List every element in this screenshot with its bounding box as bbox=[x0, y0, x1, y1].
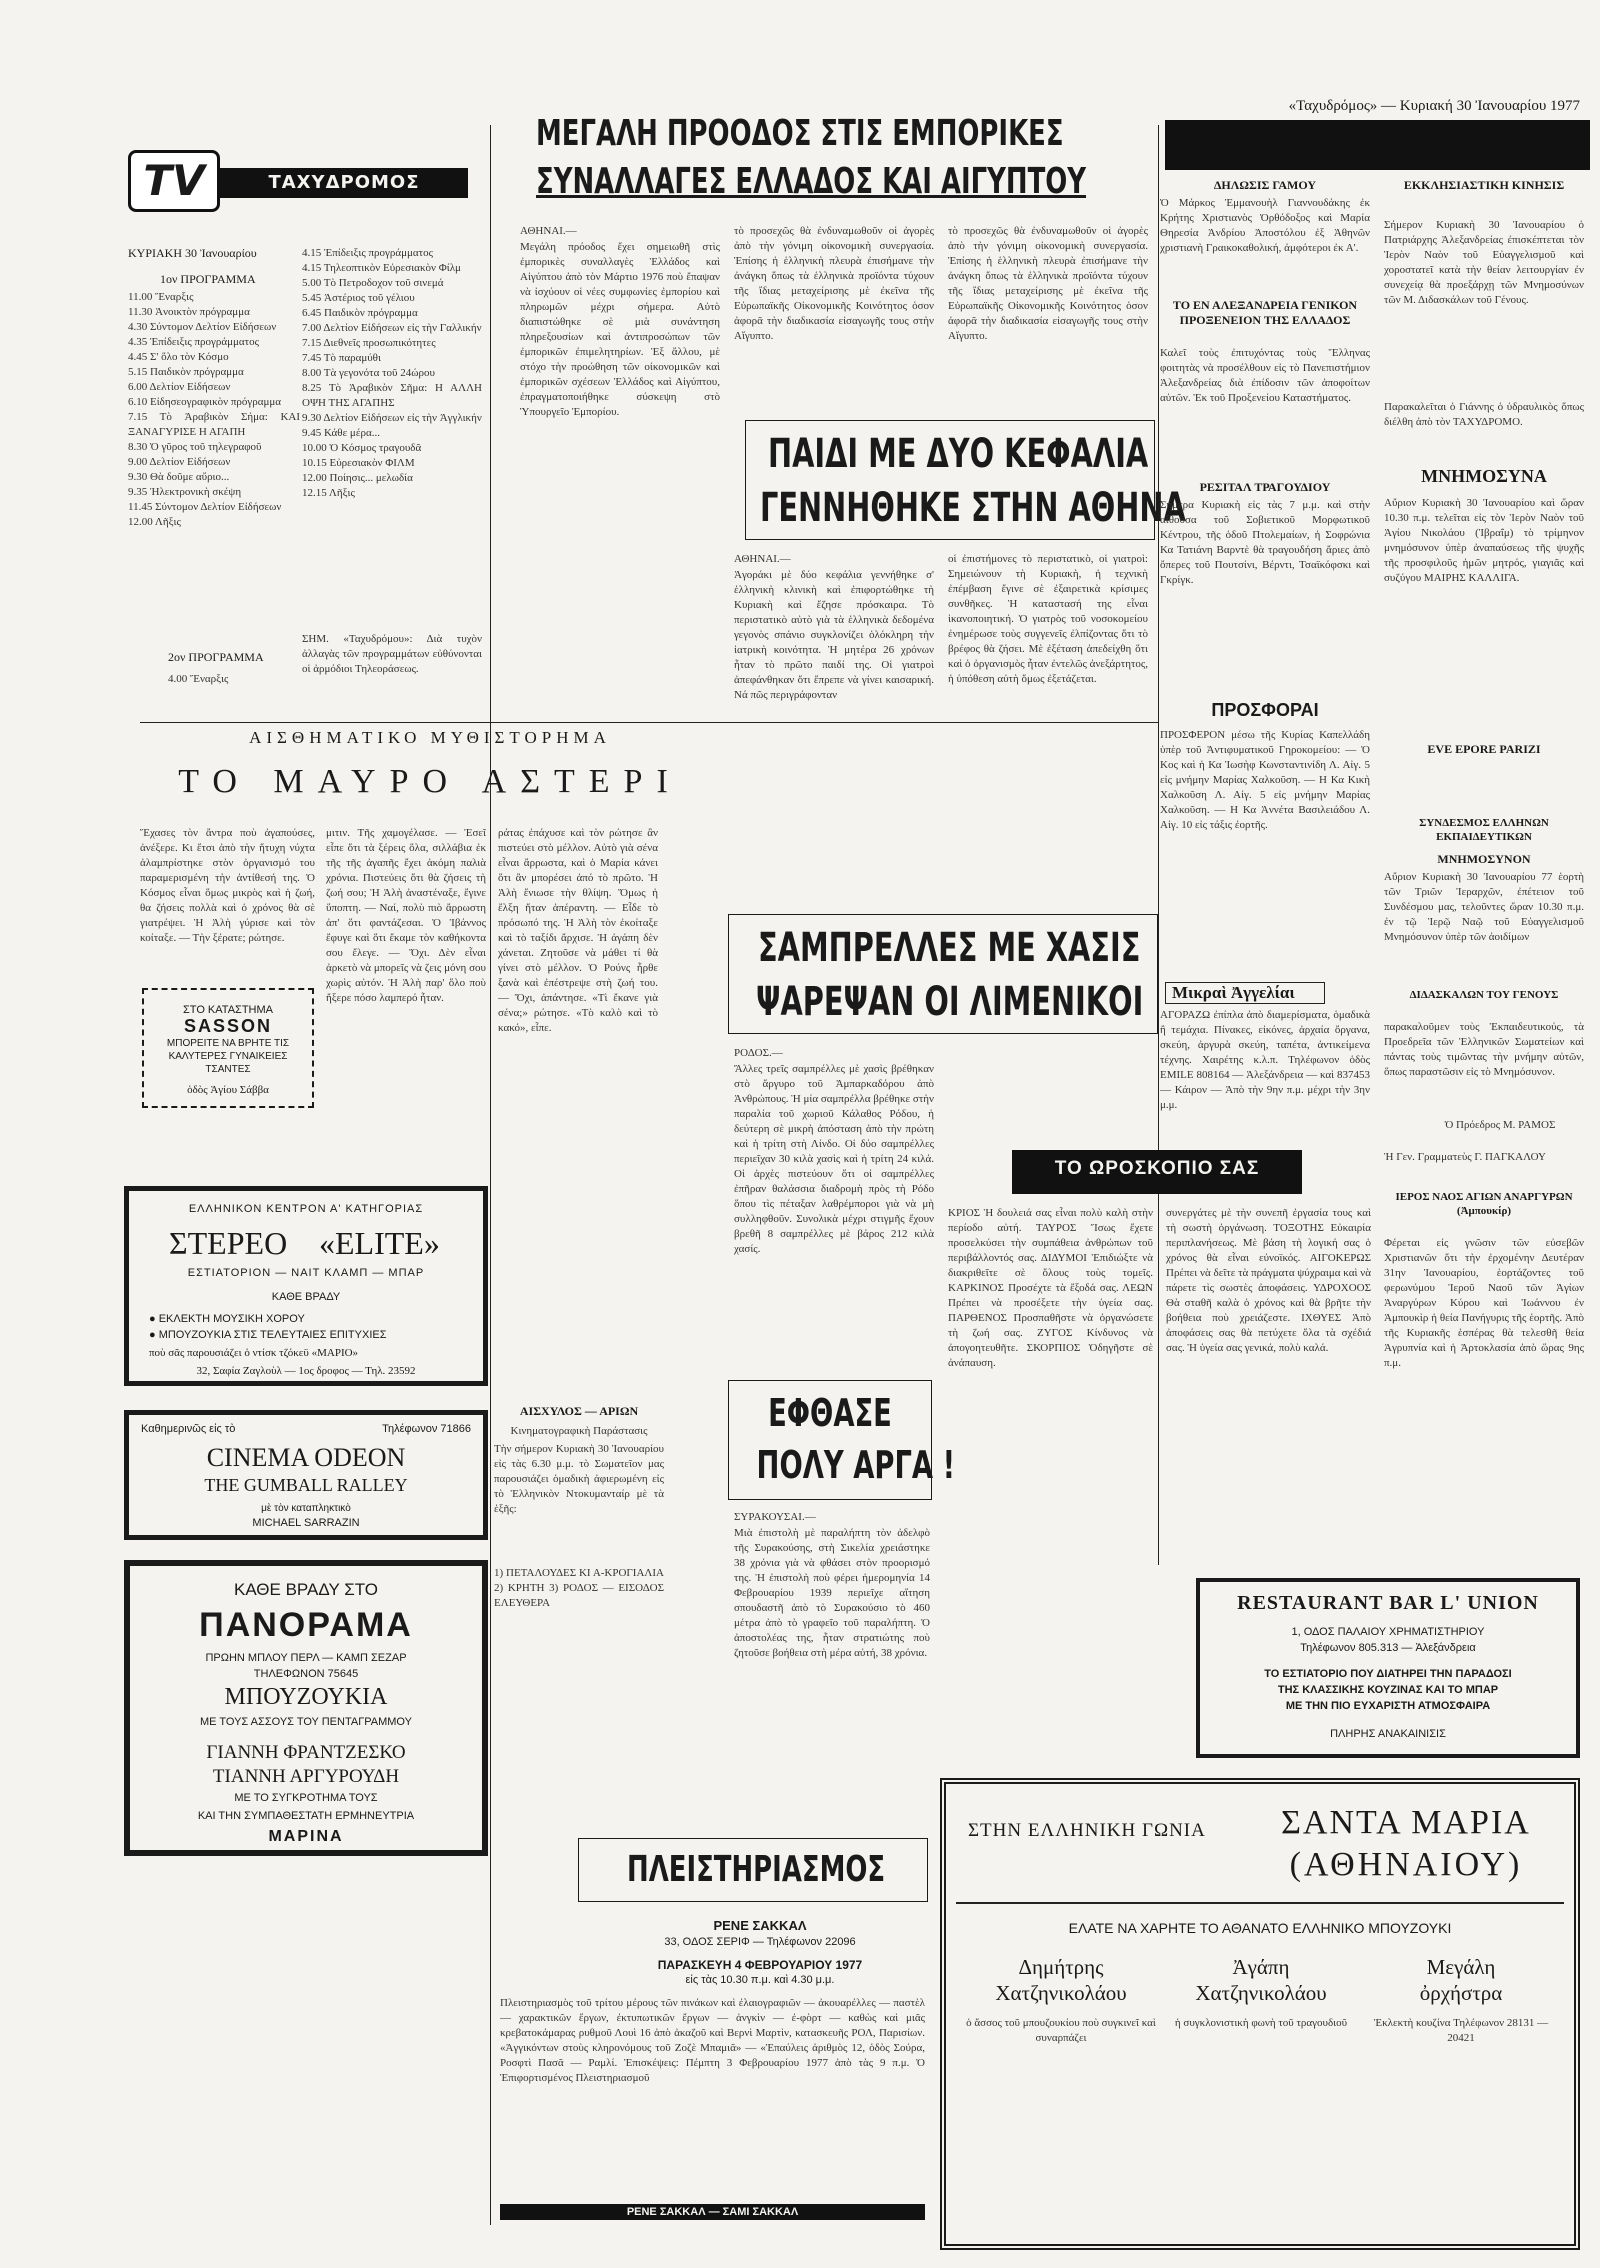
tv-item: 11.00 Ἔναρξις bbox=[128, 291, 194, 303]
elite-subtitle: ΕΣΤΙΑΤΟΡΙΟΝ — ΝΑΙΤ ΚΛΑΜΠ — ΜΠΑΡ bbox=[187, 1267, 425, 1279]
auction-address: 33, ΟΔΟΣ ΣΕΡΙΦ — Τηλέφωνον 22096 bbox=[664, 1936, 856, 1948]
panorama-artist: ΓΙΑΝΝΗ ΦΡΑΝΤΖΕΣΚΟ bbox=[206, 1742, 406, 1763]
sasson-line: ΣΤΟ ΚΑΤΑΣΤΗΜΑ bbox=[183, 1004, 273, 1016]
panorama-music: ΜΠΟΥΖΟΥΚΙΑ bbox=[224, 1684, 388, 1710]
panorama-phone: ΤΗΛΕΦΩΝΟΝ 75645 bbox=[253, 1668, 359, 1680]
tv-item: 4.30 Σύντομον Δελτίον Εἰδήσεων bbox=[128, 321, 277, 333]
auction-date: ΠΑΡΑΣΚΕΥΗ 4 ΦΕΒΡΟΥΑΡΙΟΥ 1977 bbox=[657, 1958, 863, 1972]
tv-item: 5.45 Ἀστέριος τοῦ γέλιου bbox=[302, 292, 415, 304]
mnemosynon-heading: ΜΝΗΜΟΣΥΝΟΝ bbox=[1437, 852, 1531, 866]
auction-time: εἰς τὰς 10.30 π.μ. καὶ 4.30 μ.μ. bbox=[685, 1974, 835, 1986]
secretary-signature: Ἡ Γεν. Γραμματεὺς Γ. ΠΑΓΚΑΛΟΥ bbox=[1384, 1151, 1546, 1163]
tv-program-2-heading: 2ον ΠΡΟΓΡΑΜΜΑ bbox=[168, 650, 264, 664]
santa-maria-ad bbox=[940, 1778, 1580, 2250]
panorama-ad bbox=[124, 1560, 488, 1856]
tv-item: 9.35 Ἠλεκτρονικὴ σκέψη bbox=[128, 486, 242, 498]
odeon-phone: Τηλέφωνον 71866 bbox=[382, 1423, 471, 1435]
panorama-with: ΜΕ ΤΟΥΣ ΑΣΣΟΥΣ ΤΟΥ ΠΕΝΤΑΓΡΑΜΜΟΥ bbox=[200, 1716, 412, 1728]
president-signature: Ὁ Πρόεδρος Μ. ΡΑΜΟΣ bbox=[1444, 1119, 1556, 1131]
late-headline: ΠΟΛΥ ΑΡΓΑ ! bbox=[756, 1443, 956, 1487]
santa-maria-invite: ΕΛΑΤΕ ΝΑ ΧΑΡΗΤΕ ΤΟ ΑΘΑΝΑΤΟ ΕΛΛΗΝΙΚΟ ΜΠΟΥΖΟΥΚΙ bbox=[1068, 1920, 1452, 1936]
late-headline: ΕΦΘΑΣΕ bbox=[768, 1391, 892, 1435]
church-text: Σήμερον Κυριακὴ 30 Ἰανουαρίου ὁ Πατριάρχης Ἀλεξανδρείας ἐπισκέπτεται τὸν Ἱερὸν Ναὸν τοῦ Εὐαγγελισμοῦ καὶ χοροστατεῖ κατὰ τὴν θείαν λειτουργίαν ἐν συνεχείᾳ θὰ προεξάρχῃ τῶν Μνημοσύνων τῶν Μ. Διδασκάλων τοῦ Γένους. bbox=[1384, 219, 1584, 306]
santa-maria-note: Ἐκλεκτὴ κουζίνα Τηλέφωνον 28131 — 20421 bbox=[1373, 2017, 1549, 2044]
rhodes-headline: ΣΑΜΠΡΕΛΛΕΣ ΜΕ ΧΑΣΙΣ bbox=[758, 925, 1141, 971]
recital-heading: ΡΕΣΙΤΑΛ ΤΡΑΓΟΥΔΙΟΥ bbox=[1199, 480, 1331, 494]
elite-ad bbox=[124, 1186, 488, 1386]
tv-item: 4.15 Τηλεοπτικὸν Εὐρεσιακὸν Φίλμ bbox=[302, 262, 461, 274]
egypt-body: τὸ προσεχῶς θὰ ἐνδυναμωθοῦν οἱ ἀγορὲς ἀπὸ τὴν γόνιμη οἰκονομικὴ συνεργασία. Ἐπίσης ἡ ἑλληνικὴ πλευρὰ ἐπισήμανε τὴν ἀνάγκη ὅπως τὰ ἑλληνικὰ προϊόντα τύχουν τῆς ἴδιας μεταχείρισης μὲ ἐκεῖνα τῆς Εὐρωπαϊκῆς Οἰκονομικῆς Κοινότητος ὁσον ἀφορᾶ τὴν διαδικασία εἰσαγωγῆς τους στὴν Αἴγυπτο. bbox=[948, 225, 1148, 342]
santa-maria-subtitle: (ΑΘΗΝΑΙΟΥ) bbox=[1289, 1846, 1523, 1883]
weddings-text: Ὁ Μάρκος Ἐμμανουὴλ Γιαννουδάκης ἐκ Κρήτης Χριστιανὸς Ὀρθόδοξος καὶ Μαρία Θηρεσία Ἀνδρίου Ἀποστόλου ἐξ Ἀθηνῶν χριστιανὴ Γραικοκαθολική, ἀμφότεροι ἐκ Α'. bbox=[1160, 197, 1370, 254]
tv-item: 9.00 Δελτίον Εἰδήσεων bbox=[128, 456, 231, 468]
elite-bullet: ● ΜΠΟΥΖΟΥΚΙΑ ΣΤΙΣ ΤΕΛΕΥΤΑΙΕΣ ΕΠΙΤΥΧΙΕΣ bbox=[149, 1329, 387, 1341]
panorama-artist: ΤΙΑΝΝΗ ΑΡΓΥΡΟΥΔΗ bbox=[212, 1766, 400, 1787]
baby-body: οἱ ἐπιστήμονες τὸ περιστατικὸ, οἱ γιατροὶ: Σημειώνουν τὴ Κυριακὴ, ἡ τεχνικὴ ἐπέμβαση ἔγινε σὲ ἐξαιρετικὰ κρίσιμες συνθῆκες. Ἡ καταστασή της εἶναι ἱκανοποιητική. Ὁ γιατρὸς τοῦ νοσοκομείου ἐνημέρωσε τοὺς συγγενεῖς ἐλπίζοντας ὅτι τὸ βρέφος θὰ ζήσει. Μὲ ἐξέταση ἀπεδείχθη ὅτι καὶ ὁ ὀργανισμὸς ἦταν ἐντελῶς ἀνεξάρτητος, ἡ ὑπόθεση αὐτὴ ὅμως ἐξετάζεται. bbox=[948, 553, 1148, 685]
santa-maria-name: ΣΑΝΤΑ ΜΑΡΙΑ bbox=[1281, 1804, 1531, 1841]
rhodes-dateline: ΡΟΔΟΣ.— bbox=[734, 1047, 783, 1059]
tv-item: 6.45 Παιδικὸν πρόγραμμα bbox=[302, 307, 418, 319]
syndesmos-heading: ΣΥΝΔΕΣΜΟΣ ΕΛΛΗΝΩΝ ΕΚΠΑΙΔΕΥΤΙΚΩΝ bbox=[1419, 817, 1549, 843]
santa-maria-band: Μεγάλη ὀρχήστρα bbox=[1419, 1955, 1503, 2005]
right-header-bar bbox=[1165, 120, 1590, 170]
santa-maria-artist: Ἀγάπη Χατζηνικολάου bbox=[1195, 1955, 1327, 2005]
offers-heading: ΠΡΟΣΦΟΡΑΙ bbox=[1211, 700, 1319, 720]
sasson-line: ΜΠΟΡΕΙΤΕ ΝΑ ΒΡΗΤΕ ΤΙΣ ΚΑΛΥΤΕΡΕΣ ΓΥΝΑΙΚΕΙΕΣ ΤΣΑΝΤΕΣ bbox=[166, 1038, 290, 1075]
tv-item: 12.00 Ποίησις... μελωδία bbox=[302, 472, 413, 484]
elite-nightly: ΚΑΘΕ ΒΡΑΔΥ bbox=[271, 1291, 341, 1303]
auction-footer: ΡΕΝΕ ΣΑΚΚΑΛ — ΣΑΜΙ ΣΑΚΚΑΛ bbox=[626, 2206, 799, 2218]
thanks-text: Παρακαλεῖται ὁ Γιάννης ὁ ὑδραυλικὸς ὅπως διέλθη ἀπὸ τὸν ΤΑΧΥΔΡΟΜΟ. bbox=[1384, 401, 1584, 428]
tv-item: 8.30 Ὁ γῦρος τοῦ τηλεγραφοῦ bbox=[128, 441, 262, 453]
santa-maria-note: ἡ συγκλονιστικὴ φωνὴ τοῦ τραγουδιοῦ bbox=[1174, 2017, 1348, 2029]
odeon-cast: MICHAEL SARRAZIN bbox=[252, 1517, 360, 1529]
tv-note: ΣΗΜ. «Ταχυδρόμου»: Διὰ τυχὸν ἀλλαγὰς τῶν προγραμμάτων εὐθύνονται οἱ ἀρμόδιοι Τηλεοράσεως. bbox=[302, 633, 482, 675]
auction-title: ΠΛΕΙΣΤΗΡΙΑΣΜΟΣ bbox=[627, 1849, 886, 1890]
baby-headline: ΓΕΝΝΗΘΗΚΕ ΣΤΗΝ ΑΘΗΝΑ bbox=[760, 485, 1186, 531]
novel-column: ράτας ἐπάχυσε καὶ τὸν ρώτησε ἂν πιστεύει στὸ μέλλον. Αὐτὸ γιὰ σένα εἶναι ἄρρωστα, καὶ ὁ Μαρία κάνει ὅτι ἂν μπορέσει ἀπό τὸ πρῶτο. Ἡ Ἀλὴ ἔνιωσε τὴν θλίψη. Ὅμως ἡ ἔλξη ἤταν ἀπέραντη. — Εἶδε τὸ πρόσωπό της. Ἡ Ἀλὴ τὸν ἐκοίταξε καὶ τὸ ταξίδι ἄρχισε. Ἡ ἀγάπη δὲν χάνεται. Ζητοῦσε νὰ μάθει τί θὰ γίνει στὸ μέλλον. Ὁ Ρούνς ἦρθε ξανὰ καὶ ἐπέστρεψε στὴ ζωή του. — Ὄχι, ἀπάντησε. «Τὶ ἔκανε γιὰ σένα;» ρώτησε. «Τὸ καλὸ καὶ τὸ κακό», εἶπε. bbox=[498, 827, 658, 1034]
auction-house: ΡΕΝΕ ΣΑΚΚΑΛ bbox=[713, 1918, 807, 1933]
elite-top: ΕΛΛΗΝΙΚΟΝ ΚΕΝΤΡΟΝ Α' ΚΑΤΗΓΟΡΙΑΣ bbox=[188, 1203, 424, 1215]
santa-maria-rule bbox=[956, 1902, 1564, 1904]
tv-item: 9.30 Δελτίον Εἰδήσεων εἰς τὴν Ἀγγλικήν bbox=[302, 412, 482, 424]
elite-presenter: ποὺ σᾶς παρουσιάζει ὁ ντίσκ τζόκεϋ «ΜΑΡΙΟ» bbox=[149, 1347, 359, 1359]
union-renovated: ΠΛΗΡΗΣ ΑΝΑΚΑΙΝΙΣΙΣ bbox=[1330, 1728, 1446, 1740]
tv-date: ΚΥΡΙΑΚΗ 30 Ἰανουαρίου bbox=[128, 246, 257, 260]
tv-item: 4.45 Σ' ὅλο τὸν Κόσμο bbox=[128, 351, 229, 363]
novel-column: Ἔχασες τὸν ἄντρα ποὺ ἀγαπούσες, ἀνέξερε. Κι ἔτσι ἀπὸ τὴν ἥτυχη νύχτα ἀλαμπρίστηκε στὸν ὀργανισμό του παραμερισμένη τὴν ἀντίθεσή της. Ὁ Κόσμος εἶναι ὅμως μικρὸς καὶ ἡ ζωή, θα ζήσεις πολλὰ καὶ ὁ χρόνος θὰ σὲ γιατρέψει. Ἡ Ἀλὴ γύρισε καὶ τὸν κοίταξε. — Τὴν ξέρατε; ρώτησε. bbox=[140, 827, 315, 944]
union-line: ΜΕ ΤΗΝ ΠΙΟ ΕΥΧΑΡΙΣΤΗ ΑΤΜΟΣΦΑΙΡΑ bbox=[1285, 1700, 1491, 1712]
column-rule bbox=[1158, 125, 1159, 1565]
tv-item: 4.00 Ἔναρξις bbox=[168, 673, 229, 685]
teachers-heading: ΔΙΔΑΣΚΑΛΩΝ ΤΟΥ ΓΕΝΟΥΣ bbox=[1409, 989, 1559, 1001]
sasson-ad bbox=[142, 988, 314, 1108]
teachers-text: παρακαλοῦμεν τοὺς Ἐκπαιδευτικούς, τὰ Προεδρεῖα τῶν Ἑλληνικῶν Σωματείων καὶ πάντας τοὺς τιμῶντας τὴν μνήμην αὐτῶν, ὅπως παραστῶσιν εἰς τὸ Μνημόσυνον. bbox=[1384, 1021, 1584, 1078]
tv-item: 8.00 Τὰ γεγονότα τοῦ 24ώρου bbox=[302, 367, 435, 379]
tv-item: 7.45 Τὸ παραμύθι bbox=[302, 352, 381, 364]
union-name: RESTAURANT BAR L' UNION bbox=[1237, 1592, 1539, 1614]
union-address: 1, ΟΔΟΣ ΠΑΛΑΙΟΥ ΧΡΗΜΑΤΙΣΤΗΡΙΟΥ bbox=[1291, 1626, 1485, 1638]
elite-address: 32, Σαφία Ζαγλοὺλ — 1ος δροφος — Τηλ. 23592 bbox=[196, 1365, 416, 1377]
tv-item: 6.10 Εἰδησεογραφικὸν πρόγραμμα bbox=[128, 396, 282, 408]
elite-name: «ELITE» bbox=[319, 1225, 440, 1261]
horoscope-title: ΤΟ ΩΡΟΣΚΟΠΙΟ ΣΑΣ bbox=[1054, 1158, 1260, 1179]
tv-item: 9.45 Κάθε μέρα... bbox=[302, 427, 380, 439]
rhodes-body: Ἄλλες τρεῖς σαμπρέλλες μὲ χασὶς βρέθηκαν στὸ ἄργυρο τοῦ Ἀμπαρκαδόρου ἀπὸ Ἀνθρώπους. Ἡ μία σαμπρέλλα βρέθηκε στὴν παραλία τοῦ χωριοῦ Κάλαθος Ρόδου, ἡ δεύτερη σὲ μικρὴ ἀπόσταση ἀπὸ τὴν πρώτη καὶ ἡ τρίτη στὴ Λίνδο. Οἱ δύο σαμπρέλλες περιεῖχαν 30 κιλὰ χασὶς καὶ ἡ τρίτη 24 κιλά. Οἱ ἀρχὲς πιστεύουν ὅτι οἱ σαμπρέλλες ἐπῆραν θαλάσσια διαδρομὴ πρὸς τὴ Ρόδο ὅπου τὶς πέταξαν λαθρέμποροι γιὰ νὰ μὴ συλληφθοῦν. Συνολικὰ μέχρι στιγμῆς ἔχουν βρεθῆ 8 σαμπρέλλες μὲ βάρος 212 κιλὰ χασίς. bbox=[734, 1063, 934, 1255]
tv-item: 7.00 Δελτίον Εἰδήσεων εἰς τὴν Γαλλικήν bbox=[302, 322, 482, 334]
tv-logo bbox=[128, 150, 468, 216]
union-line: ΤΟ ΕΣΤΙΑΤΟΡΙΟ ΠΟΥ ΔΙΑΤΗΡΕΙ ΤΗΝ ΠΑΡΑΔΟΣΙ bbox=[1264, 1668, 1512, 1680]
church-heading: ΕΚΚΛΗΣΙΑΣΤΙΚΗ ΚΙΝΗΣΙΣ bbox=[1403, 178, 1565, 192]
elite-bullet: ● ΕΚΛΕΚΤΗ ΜΟΥΣΙΚΗ ΧΟΡΟΥ bbox=[149, 1313, 305, 1325]
tv-item: 9.30 Θὰ δοῦμε αὔριο... bbox=[128, 471, 230, 483]
consulate-text: Καλεῖ τοὺς ἐπιτυχόντας τοὺς Ἕλληνας φοιτητὰς νὰ προσέλθουν εἰς τὸ Πανεπιστήμιον Ἀλεξανδρείας διὰ ἐπίδοσιν τῶν ἀποφοίτων αὐτῶν. Ἐκ τοῦ Προξενείου Καταστήματος. bbox=[1160, 347, 1370, 404]
tv-item: 12.00 Λῆξις bbox=[128, 516, 181, 528]
tv-item: 5.15 Παιδικὸν πρόγραμμα bbox=[128, 366, 244, 378]
panorama-name: ΠΑΝΟΡΑΜΑ bbox=[199, 1606, 413, 1644]
mnemosyne-text: Αὔριον Κυριακὴ 30 Ἰανουαρίου καὶ ὥραν 10.30 π.μ. τελεῖται εἰς τὸν Ἱερὸν Ναὸν τοῦ Ἁγίου Νικολάου (Ἰβραΐμ) τὸ τρίμηνον μνημόσυνον ὑπὲρ ἀναπαύσεως τῆς ψυχῆς τῆς προσφιλοῦς ἡμῶν μητρός, γιαγιᾶς καὶ συζύγου ΜΑΙΡΗΣ ΚΑΛΛΙΓΑ. bbox=[1384, 497, 1584, 584]
egypt-body: τὸ προσεχῶς θὰ ἐνδυναμωθοῦν οἱ ἀγορὲς ἀπὸ τὴν γόνιμη οἰκονομικὴ συνεργασία. Ἐπίσης ἡ ἑλληνικὴ πλευρὰ ἐπισήμανε τὴν ἀνάγκη ὅπως τὰ ἑλληνικὰ προϊόντα τύχουν τῆς ἴδιας μεταχείρισης μὲ ἐκεῖνα τῆς Εὐρωπαϊκῆς Οἰκονομικῆς Κοινότητος ὁσον ἀφορᾶ τὴν διαδικασία εἰσαγωγῆς τους στὴν Αἴγυπτο. bbox=[734, 225, 934, 342]
weddings-heading: ΔΗΛΩΣΙΣ ΓΑΜΟΥ bbox=[1213, 178, 1317, 192]
tv-item: 6.00 Δελτίον Εἰδήσεων bbox=[128, 381, 231, 393]
mnemosyne-heading: ΜΝΗΜΟΣΥΝΑ bbox=[1421, 466, 1547, 486]
egypt-headline: ΣΥΝΑΛΛΑΓΕΣ ΕΛΛΑΔΟΣ ΚΑΙ ΑΙΓΥΠΤΟΥ bbox=[536, 161, 1087, 202]
horoscope-column: συνεργάτες μὲ τὴν συνεπῆ ἐργασία τους καὶ τὴ σωστὴ ὀργάνωση. ΤΟΞΟΤΗΣ Εὐκαιρία περιπλανήσεως. Μὲ βάση τὴ λογική σας ὁ χρόνος θὰ εἶναι εὐνοϊκός. ΑΙΓΟΚΕΡΩΣ Πρέπει νὰ δεῖτε τὰ πράγματα ψύχραιμα καὶ νὰ πάρετε τὶς σωστὲς ἀποφάσεις. ΥΔΡΟΧΟΟΣ Θὰ σταθῆ καλὰ ὁ χρόνος καὶ θὰ βρῆτε τὴν βοήθεια ποὺ χρειάζεστε. ΙΧΘΥΕΣ Ἀπὸ ἀποφάσεις σας θὰ πετύχετε ὅλα τὰ σχέδιά σας. Ἡ ὑγεία σας γενικά, πολὺ καλά. bbox=[1166, 1207, 1371, 1354]
anargyroi-heading: ΙΕΡΟΣ ΝΑΟΣ ΑΓΙΩΝ ΑΝΑΡΓΥΡΩΝ (Ἀμπουκίρ) bbox=[1395, 1191, 1573, 1217]
tv-item: 12.15 Λῆξις bbox=[302, 487, 355, 499]
aeschylus-headline: ΑΙΣΧΥΛΟΣ — ΑΡΙΩΝ bbox=[519, 1404, 639, 1418]
sasson-name: SASSON bbox=[183, 1016, 273, 1036]
recital-text: Σήμερα Κυριακὴ εἰς τὰς 7 μ.μ. καὶ στὴν αἴθουσα τοῦ Σοβιετικοῦ Μορφωτικοῦ Κέντρου, τῆς ὁδοῦ Πτολεμαίων, ἡ Σοφρώνια Κα Τατιάνη Βαρντὲ θὰ τραγουδήση ἄριες ἀπὸ ὄπερες τοῦ Πουτσίνι, Βέρντι, Τσαϊκόφσκι καὶ Γκρίγκ. bbox=[1160, 499, 1370, 586]
late-dateline: ΣΥΡΑΚΟΥΣΑΙ.— bbox=[734, 1511, 816, 1523]
union-ad bbox=[1196, 1578, 1580, 1758]
panorama-address: ΠΡΩΗΝ ΜΠΛΟΥ ΠΕΡΛ — ΚΑΜΠ ΣΕΖΑΡ bbox=[205, 1652, 407, 1664]
baby-headline: ΠΑΙΔΙ ΜΕ ΔΥΟ ΚΕΦΑΛΙΑ bbox=[768, 431, 1149, 477]
column-rule bbox=[490, 125, 491, 2225]
tv-schedule-right bbox=[302, 246, 482, 626]
odeon-daily: Καθημερινῶς εἰς τὸ bbox=[141, 1423, 236, 1435]
santa-maria-corner: ΣΤΗΝ ΕΛΛΗΝΙΚΗ ΓΩΝΙΑ bbox=[968, 1820, 1206, 1841]
egypt-dateline: ΑΘΗΝΑΙ.— bbox=[520, 225, 577, 237]
masthead: «Ταχυδρόμος» — Κυριακή 30 Ἰανουαρίου 1977 bbox=[1288, 98, 1580, 114]
panorama-singer: ΜΑΡΙΝΑ bbox=[268, 1828, 344, 1845]
union-phone: Τηλέφωνον 805.313 — Ἀλεξάνδρεια bbox=[1300, 1642, 1476, 1654]
tv-item: 4.15 Ἐπίδειξις προγράμματος bbox=[302, 247, 433, 259]
baby-dateline: ΑΘΗΝΑΙ.— bbox=[734, 553, 791, 565]
auction-body: Πλειστηριασμὸς τοῦ τρίτου μέρους τῶν πινάκων καὶ ἐλαιογραφιῶν — ἀκουαρέλλες — παστὲλ — χαρακτικῶν ἔργων, ἐκτυπωτικῶν ἔργων — ἀνγκὶν — ἐ-φὸρτ — καθὼς καὶ μιᾶς κρεβατοκάμαρας ρυθμοῦ Λουὶ 16 ἀπὸ ἀκαζοῦ καὶ Βερνὶ Μαρτὶν, κατασκευῆς ΡΟΛ, Παρισίων. «Ἀγγικόντων στοὺς κληρονόμους τοῦ Ζοζὲ Μπαμιᾶ» — «Ἐπαύλεις ἀριθμὸς 12, ὁδὸς Σούρα, Ροσφτὶ Πασᾶ — Ραμλί. Ἐπισκέψεις: Πέμπτη 3 Φεβρουαρίου 1977 ἀπὸ τὰς 9 π.μ. Ὁ Ἐπιφορτισμένος Πλειστηριασμοῦ bbox=[500, 1997, 925, 2084]
novel-kicker: ΑΙΣΘΗΜΑΤΙΚΟ ΜΥΘΙΣΤΟΡΗΜΑ bbox=[249, 728, 611, 747]
eve-heading: EVE EPORE PARIZI bbox=[1427, 742, 1541, 756]
tv-item: 11.45 Σύντομον Δελτίον Εἰδήσεων bbox=[128, 501, 282, 513]
mnemosynon-text: Αὔριον Κυριακὴ 30 Ἰανουαρίου 77 ἑορτὴ τῶν Τριῶν Ἱεραρχῶν, ἐπέτειον τοῦ Συνδέσμου μας, τελοῦντες ὥραν 10.30 π.μ. ἐν τῷ Ἱερῷ Ναῷ τοῦ Εὐαγγελισμοῦ Μνημόσυνον ὑπὲρ τῶν ἀοιδίμων bbox=[1384, 871, 1584, 943]
egypt-headline: ΜΕΓΑΛΗ ΠΡΟΟΔΟΣ ΣΤΙΣ ΕΜΠΟΡΙΚΕΣ bbox=[536, 113, 1064, 154]
tv-item: 11.30 Ἀνοικτὸν πρόγραμμα bbox=[128, 306, 250, 318]
novel-column: μιτιν. Τῆς χαμογέλασε. — Ἐσεῖ εἶπε ὅτι τὰ ξέρεις ὅλα, σιλλάβια ἐκ τῆς τῆς ἀγαπῆς ἔχει ἀκόμη παλιὰ χρόνια. Πιστεύεις ὅτι θὰ ζήσεις τὴ ζωή σου; Ἡ Ἀλὴ ἀναστέναξε, ἔγινε ὕποπτη. — Ναί, πολὺ πιὸ ἄρρωστη ἀπ' ὅτι φαντάζεσαι. Ὁ Ἰβάννος ἔφυγε καὶ ὅτι ἔκαμε τὸν καθήκοντα σου ἔλεγε. — Ὄχι. Δὲν εἶναι ἀρκετὸ νὰ μπορεῖς νὰ ζεις μόνη σου χωρὶς αὐτόν. Ἡ Ἀλὴ παρ' ὅλο ποὺ ἤξερε πόσο λαμπερό ἦταν. bbox=[326, 827, 486, 1004]
sasson-address: ὁδὸς Ἁγίου Σάββα bbox=[187, 1084, 269, 1096]
novel-title: ΤΟ ΜΑΥΡΟ ΑΣΤΕΡΙ bbox=[178, 763, 682, 800]
horoscope-column: ΚΡΙΟΣ Ἡ δουλειά σας εἶναι πολὺ καλὴ στὴν περίοδο αὐτή. ΤΑΥΡΟΣ Ἴσως ἔχετε προσελκύσει τὴν συμπάθεια ἀνθρώπων τοῦ περιβάλλοντός σας. ΔΙΔΥΜΟΙ Ἐπιδιώξτε νὰ διακριθεῖτε σὲ ὅλους τοὺς τομεῖς. ΚΑΡΚΙΝΟΣ Προσέχτε τὰ ἔξοδά σας. ΛΕΩΝ Πρέπει νὰ προσέξετε τὴν ὑγεία σας. ΠΑΡΘΕΝΟΣ Προσπαθῆστε νὰ ὀργανώσετε τὴ ζωή σας. ΖΥΓΟΣ Κίνδυνος νὰ ἀπογοητευθῆτε. ΣΚΟΡΠΙΟΣ Ὁδηγῆστε σὲ ἀνάπαυση. bbox=[948, 1207, 1153, 1369]
aeschylus-subtitle: Κινηματογραφικὴ Παράστασις bbox=[510, 1425, 648, 1437]
tv-item: 7.15 Τὸ Ἀραβικὸν Σήμα: ΚΑΙ ΞΑΝΑΓΥΡΙΣΕ Η ΑΓΑΠΗ bbox=[128, 411, 300, 438]
odeon-cast-intro: μὲ τὸν καταπληκτικὸ bbox=[261, 1503, 351, 1514]
tv-item: 8.25 Τὸ Ἀραβικὸν Σῆμα: Η ΑΛΛΗ ΟΨΗ ΤΗΣ ΑΓΑΠΗΣ bbox=[302, 382, 482, 409]
panorama-band: ΜΕ ΤΟ ΣΥΓΚΡΟΤΗΜΑ ΤΟΥΣ bbox=[234, 1792, 378, 1804]
tv-item: 10.00 Ὁ Κόσμος τραγουδᾶ bbox=[302, 442, 422, 454]
baby-body: Ἀγοράκι μὲ δύο κεφάλια γεννήθηκε σ' ἑλληνικὴ κλινικὴ καὶ ἐπιφορτώθηκε τὴ Κυριακὴ καὶ ἔζησε πρόσκαιρα. Τὸ περιστατικὸ αὐτὸ γιὰ τὰ ἑλληνικὰ δεδομένα γεγονὸς σπάνιο συγκλονίζει ὁλόκληρη τὴν ἰατρικὴ κοινότητα. Ἡ μητέρα 26 χρόνων ἦταν τὸ πρῶτο παιδί της. Οἱ γιατροὶ ἀπεφάνθηκαν ὅτι ἔπρεπε νὰ γίνει καισαρική. Νά πῶς περιγράφονταν bbox=[734, 569, 934, 701]
tv-logo-badge: TV bbox=[128, 150, 220, 212]
tv-program-1-heading: 1ον ΠΡΟΓΡΑΜΜΑ bbox=[160, 272, 256, 286]
tv-item: 10.15 Εὐρεσιακὸν ΦΙΛΜ bbox=[302, 457, 415, 469]
rhodes-headline: ΨΑΡΕΨΑΝ ΟΙ ΛΙΜΕΝΙΚΟΙ bbox=[756, 979, 1144, 1025]
union-line: ΤΗΣ ΚΛΑΣΣΙΚΗΣ ΚΟΥΖΙΝΑΣ ΚΑΙ ΤΟ ΜΠΑΡ bbox=[1277, 1684, 1499, 1696]
panorama-and: ΚΑΙ ΤΗΝ ΣΥΜΠΑΘΕΣΤΑΤΗ ΕΡΜΗΝΕΥΤΡΙΑ bbox=[197, 1810, 415, 1822]
late-body: Μιὰ ἐπιστολὴ μὲ παραλήπτη τὸν ἀδελφὸ τῆς Συρακούσης, στὴ Σικελία χρειάστηκε 38 χρόνια γιὰ νὰ φθάσει στὸν προορισμό της. Ἡ ἐπιστολὴ ποὺ φέρει ἡμερομηνία 14 Φεβρουαρίου 1939 περιεῖχε αἴτηση σπουδαστῆ ἀπὸ τὸ Συρακούσιο τὸ 460 μέτρα ἀπὸ τὸ γραφεῖο τοῦ παραλήπτη. Ὁ ἀποστολέας της, ἦταν στρατιώτης ποὺ ζητοῦσε βοήθεια στὴ μέρα αὐτή, 38 χρόνια. bbox=[734, 1527, 930, 1659]
santa-maria-note: ὁ ἄσσος τοῦ μπουζουκίου ποὺ συγκινεῖ καὶ συναρπάζει bbox=[966, 2017, 1156, 2044]
odeon-ad bbox=[124, 1410, 488, 1540]
panorama-top: ΚΑΘΕ ΒΡΑΔΥ ΣΤΟ bbox=[233, 1580, 379, 1599]
odeon-film: THE GUMBALL RALLEY bbox=[204, 1475, 408, 1495]
tv-schedule-left bbox=[128, 290, 300, 650]
tv-item: 4.35 Ἐπίδειξις προγράμματος bbox=[128, 336, 259, 348]
tv-logo-name: ΤΑΧΥΔΡΟΜΟΣ bbox=[220, 168, 468, 198]
aeschylus-list: 1) ΠΕΤΑΛΟΥΔΕΣ ΚΙ Α-ΚΡΟΓΙΑΛΙΑ 2) ΚΡΗΤΗ 3) ΡΟΔΟΣ — ΕΙΣΟΔΟΣ ΕΛΕΥΘΕΡΑ bbox=[494, 1567, 664, 1609]
odeon-name: CINEMA ODEON bbox=[206, 1443, 406, 1472]
classifieds-heading: Μικραὶ Ἀγγελίαι bbox=[1165, 982, 1325, 1004]
consulate-heading: ΤΟ ΕΝ ΑΛΕΞΑΝΔΡΕΙΑ ΓΕΝΙΚΟΝ ΠΡΟΞΕΝΕΙΟΝ ΤΗΣ ΕΛΛΑΔΟΣ bbox=[1172, 298, 1358, 327]
aeschylus-body: Τὴν σήμερον Κυριακὴ 30 Ἰανουαρίου εἰς τὰς 6.30 μ.μ. τὸ Σωματεῖον μας παρουσιάζει ὁμαδικὴ ἀφιερωμένη εἰς τὸ Ἑλληνικὸν Ντοκυμανταίρ μὲ τὰ ἑξῆς: bbox=[494, 1443, 664, 1515]
elite-name: ΣΤΕΡΕΟ bbox=[169, 1225, 288, 1261]
offers-text: ΠΡΟΣΦΕΡΟΝ μέσω τῆς Κυρίας Καπελλάδη ὑπὲρ τοῦ Ἀντιφυματικοῦ Γηροκομείου: — Ὁ Κος καὶ ἡ Κα Ἰωσὴφ Κωνσταντινίδη Λ. Αἰγ. 5 εἰς μνήμην Μαρίας Χαλκοῦση. — Η Κα Κικὴ Χαλκοῦση Λ. Αἰγ. 5 εἰς μνήμην Μαρίας Χαλκοῦση. — Η Κα Ἀννέτα Βασιλειάδου Λ. Αἰγ. 10 εἰς τάξις ἐορτῆς. bbox=[1160, 729, 1370, 831]
tv-item: 7.15 Διεθνεῖς προσωπικότητες bbox=[302, 337, 436, 349]
egypt-body: Μεγάλη πρόοδος ἔχει σημειωθῆ στὶς ἐμπορικὲς συναλλαγὲς Ἑλλάδος καὶ Αἰγύπτου ἀπὸ τὸν Μάρτιο 1976 ποὺ ἔπαψαν νὰ ἰσχύουν οἱ νέες συμφωνίες ἐμπορίου καὶ πληρωμῶν μέχρι σήμερα. Αὐτὸ διαπιστώθηκε σὲ μιὰ συνάντηση πληρεξουσίων καὶ ἀντιπροσώπων τῶν ἐμπορικῶν ἐπιμελητηρίων. Ἐξ ἄλλου, μὲ στόχο τὴν προώθηση τῶν οἰκονομικῶν καὶ ἐμπορικῶν σχέσεων Ἑλλάδος καὶ Αἰγύπτου, ἐπραγματοποιήθηκε σύσκεψη στὸ Ὑπουργεῖο Ἐμπορίου. bbox=[520, 241, 720, 418]
anargyroi-text: Φέρεται εἰς γνῶσιν τῶν εὐσεβῶν Χριστιανῶν ὅτι τὴν ἐρχομένην Δευτέραν 31ην Ἰανουαρίου, ἑορτάζοντες τοῦ φερωνύμου Ἱεροῦ Ναοῦ τῶν Ἁγίων Ἀναργύρων Κύρου καὶ Ἰωάννου ἐν Ἀμπουκὶρ ἡ θεία Πανήγυρις τῆς ἑορτῆς. Ἀπὸ τῆς Κυριακῆς ἑσπέρας θὰ τελεσθῆ θεία Ἀγρυπνία καὶ ἡ Ἀρτοκλασία ἀπὸ ὥρας 9ης π.μ. bbox=[1384, 1237, 1584, 1369]
tv-item: 5.00 Τὸ Πετροδοχον τοῦ σινεμά bbox=[302, 277, 444, 289]
santa-maria-artist: Δημήτρης Χατζηνικολάου bbox=[995, 1955, 1127, 2005]
classifieds-text: ΑΓΟΡΑΖΩ ἐπίπλα ἀπὸ διαμερίσματα, ὁμαδικὰ ἢ τεμάχια. Πίνακες, εἰκόνες, ἀρχαία ὄργανα, σκεύη, ἀργυρὰ σκεύη, ταπέτα, ἀντικείμενα τέχνης. Χαιρέτης κ.λ.π. Τηλέφωνον ὁδὸς EMILE 808164 — Ἀλεξάνδρεια — καὶ 837453 — Κάιρον — Ἀπὸ τὴν 9ην π.μ. μέχρι τὴν 3ην μ.μ. bbox=[1160, 1009, 1370, 1111]
